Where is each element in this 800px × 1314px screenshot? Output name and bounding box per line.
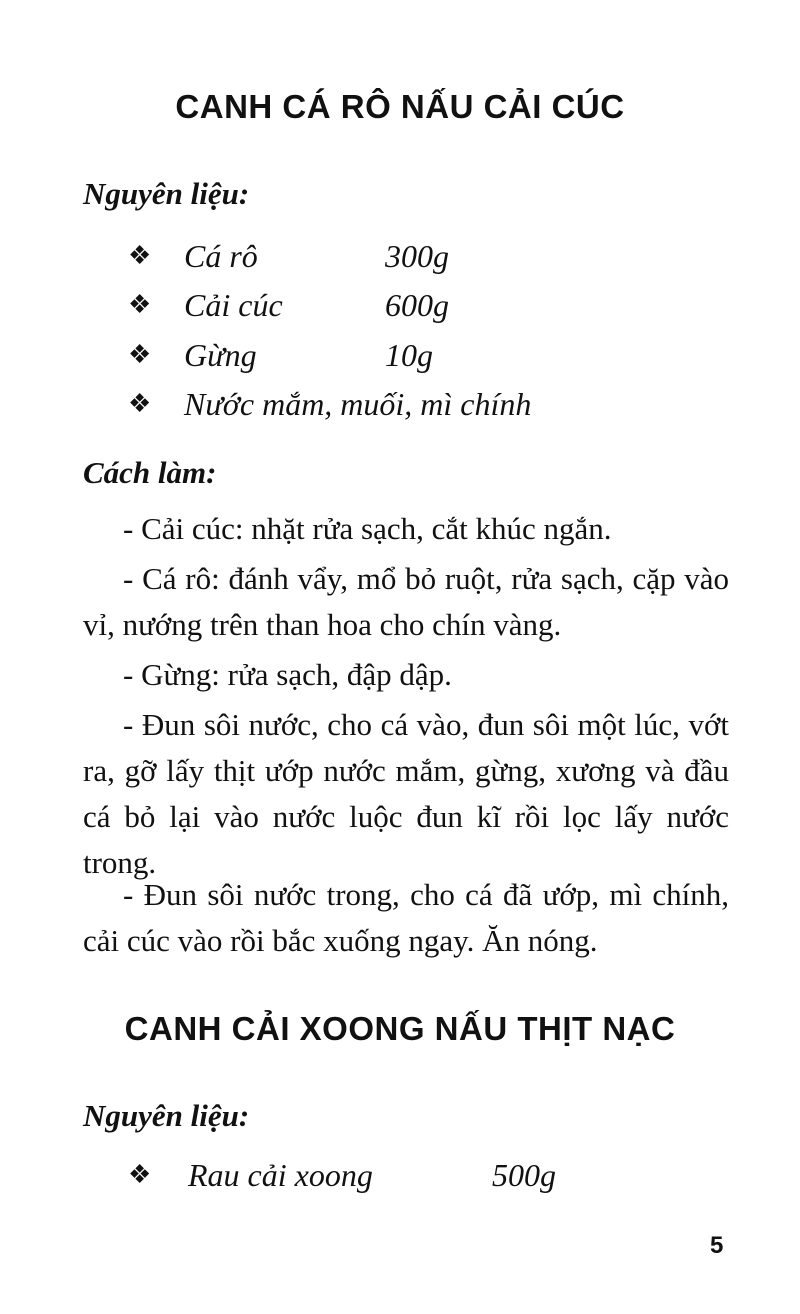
ingredients-label: Nguyên liệu: [83,176,250,211]
method-step: - Cải cúc: nhặt rửa sạch, cắt khúc ngắn. [123,511,612,546]
method-step: - Đun sôi nước trong, cho cá đã ướp, mì chính, cải cúc vào rồi bắc xuống ngay. Ăn nóng. [83,877,729,958]
ingredient-name: Gừng [184,337,257,373]
ingredient-qty: 300g [385,238,449,274]
ingredient-name: Cá rô [184,238,258,274]
recipe-title: CANH CẢI XOONG NẤU THỊT NẠC [124,1010,676,1047]
bullet-icon: ❖ [128,340,152,369]
ingredients-label: Nguyên liệu: [83,1098,250,1133]
ingredient-name: Rau cải xoong [188,1157,373,1193]
method-step: - Gừng: rửa sạch, đập dập. [123,657,452,692]
ingredient-name: Nước mắm, muối, mì chính [184,386,532,422]
bullet-icon: ❖ [128,290,152,319]
page-number: 5 [710,1232,724,1259]
method-step: - Đun sôi nước, cho cá vào, đun sôi một lúc, vớt ra, gỡ lấy thịt ướp nước mắm, gừng, xương và đầu cá bỏ lại vào nước luộc đun kĩ rồi lọc lấy nước trong. [83,707,729,880]
method-step: - Cá rô: đánh vẩy, mổ bỏ ruột, rửa sạch, cặp vào vỉ, nướng trên than hoa cho chín vàng. [83,561,729,642]
ingredient-qty: 500g [492,1157,556,1193]
bullet-icon: ❖ [128,241,152,270]
bullet-icon: ❖ [128,389,152,418]
recipe-title: CANH CÁ RÔ NẤU CẢI CÚC [175,88,625,125]
bullet-icon: ❖ [128,1160,152,1189]
ingredient-qty: 600g [385,287,449,323]
ingredient-qty: 10g [385,337,433,373]
ingredient-name: Cải cúc [184,287,283,323]
method-label: Cách làm: [83,455,217,490]
